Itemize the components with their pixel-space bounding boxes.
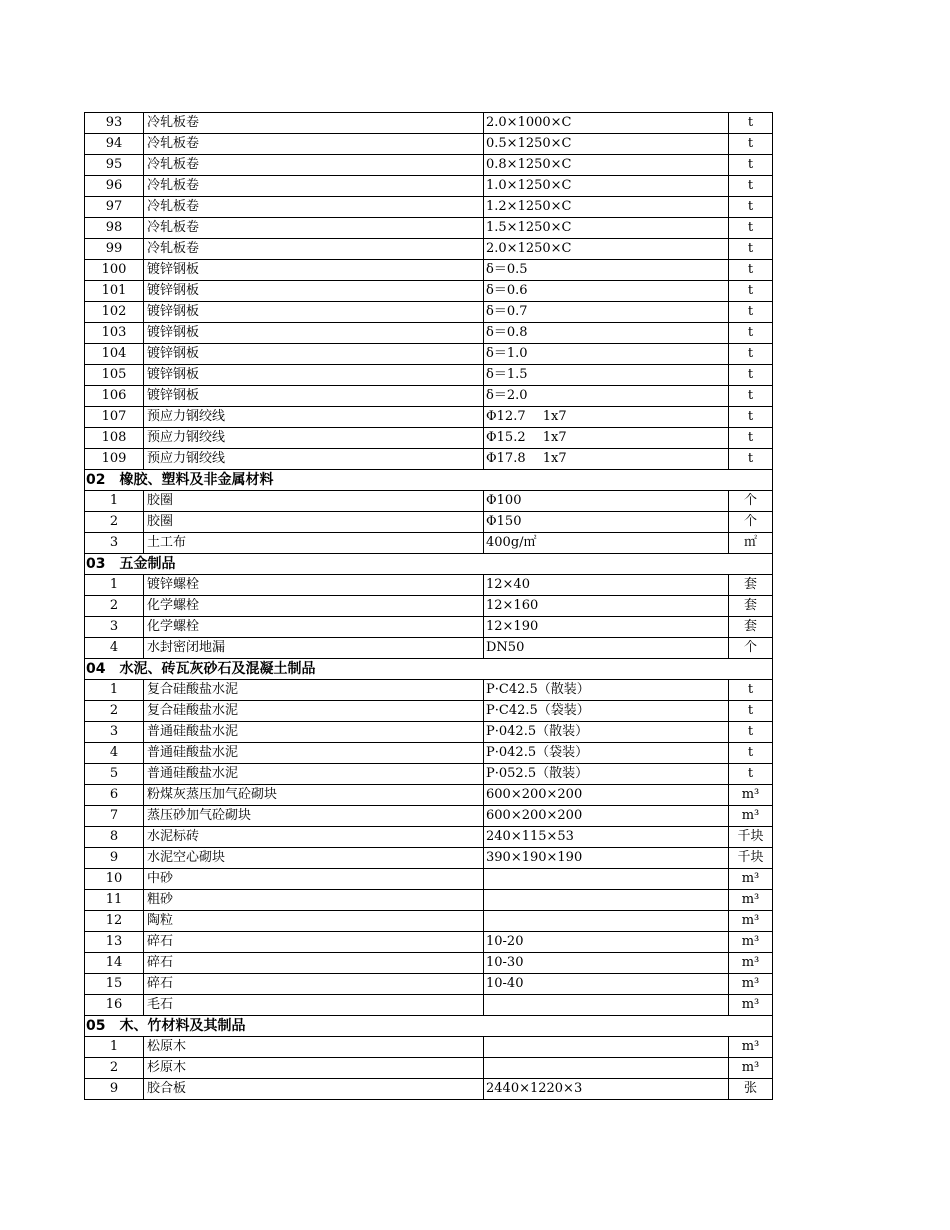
specification-cell: Φ12.7 1x7 <box>484 407 729 428</box>
specification-cell: Φ17.8 1x7 <box>484 449 729 470</box>
row-number-cell: 4 <box>85 743 144 764</box>
row-number-cell: 94 <box>85 134 144 155</box>
specification-cell: 2.0×1250×C <box>484 239 729 260</box>
table-row <box>85 323 773 344</box>
specification-cell: P·052.5（散装） <box>484 764 729 785</box>
specification-cell: P·C42.5（散装） <box>484 680 729 701</box>
row-number-cell: 102 <box>85 302 144 323</box>
section-title: 04 水泥、砖瓦灰砂石及混凝土制品 <box>85 659 773 680</box>
table-row <box>85 428 773 449</box>
row-number-cell: 1 <box>85 1037 144 1058</box>
material-name-cell: 碎石 <box>144 932 484 953</box>
table-row <box>85 911 773 932</box>
table-row <box>85 1037 773 1058</box>
row-number-cell: 104 <box>85 344 144 365</box>
table-row <box>85 953 773 974</box>
table-row <box>85 722 773 743</box>
table-row <box>85 533 773 554</box>
material-name-cell: 冷轧板卷 <box>144 218 484 239</box>
row-number-cell: 99 <box>85 239 144 260</box>
material-name-cell: 粗砂 <box>144 890 484 911</box>
table-row <box>85 995 773 1016</box>
unit-cell: t <box>729 323 773 344</box>
specification-cell <box>484 1037 729 1058</box>
specification-cell: DN50 <box>484 638 729 659</box>
material-name-cell: 普通硅酸盐水泥 <box>144 764 484 785</box>
unit-cell: 套 <box>729 575 773 596</box>
row-number-cell: 1 <box>85 491 144 512</box>
table-row <box>85 890 773 911</box>
specification-cell: 1.2×1250×C <box>484 197 729 218</box>
material-name-cell: 水泥空心砌块 <box>144 848 484 869</box>
material-name-cell: 胶合板 <box>144 1079 484 1100</box>
table-row <box>85 575 773 596</box>
specification-cell <box>484 911 729 932</box>
unit-cell: t <box>729 764 773 785</box>
material-name-cell: 镀锌钢板 <box>144 281 484 302</box>
material-name-cell: 粉煤灰蒸压加气砼砌块 <box>144 785 484 806</box>
material-name-cell: 化学螺栓 <box>144 596 484 617</box>
row-number-cell: 3 <box>85 722 144 743</box>
material-name-cell: 水封密闭地漏 <box>144 638 484 659</box>
table-row <box>85 302 773 323</box>
row-number-cell: 93 <box>85 113 144 134</box>
row-number-cell: 11 <box>85 890 144 911</box>
table-row <box>85 827 773 848</box>
specification-cell: 10-20 <box>484 932 729 953</box>
row-number-cell: 103 <box>85 323 144 344</box>
specification-cell: 12×40 <box>484 575 729 596</box>
section-title: 02 橡胶、塑料及非金属材料 <box>85 470 773 491</box>
unit-cell: t <box>729 344 773 365</box>
table-row <box>85 113 773 134</box>
table-row <box>85 512 773 533</box>
specification-cell: 0.8×1250×C <box>484 155 729 176</box>
material-name-cell: 陶粒 <box>144 911 484 932</box>
unit-cell: m³ <box>729 869 773 890</box>
row-number-cell: 16 <box>85 995 144 1016</box>
row-number-cell: 13 <box>85 932 144 953</box>
unit-cell: t <box>729 134 773 155</box>
unit-cell: 个 <box>729 491 773 512</box>
specification-cell: 390×190×190 <box>484 848 729 869</box>
section-header-row <box>85 659 773 680</box>
material-name-cell: 预应力钢绞线 <box>144 449 484 470</box>
material-name-cell: 冷轧板卷 <box>144 197 484 218</box>
row-number-cell: 2 <box>85 512 144 533</box>
material-name-cell: 土工布 <box>144 533 484 554</box>
row-number-cell: 9 <box>85 848 144 869</box>
specification-cell: 0.5×1250×C <box>484 134 729 155</box>
specification-cell <box>484 995 729 1016</box>
material-name-cell: 冷轧板卷 <box>144 176 484 197</box>
section-header-row <box>85 554 773 575</box>
unit-cell: m³ <box>729 995 773 1016</box>
table-row <box>85 638 773 659</box>
unit-cell: t <box>729 680 773 701</box>
specification-cell <box>484 869 729 890</box>
material-name-cell: 碎石 <box>144 953 484 974</box>
specification-cell: δ＝1.0 <box>484 344 729 365</box>
specification-cell <box>484 1058 729 1079</box>
row-number-cell: 2 <box>85 596 144 617</box>
specification-cell: Φ150 <box>484 512 729 533</box>
specification-cell: 12×190 <box>484 617 729 638</box>
table-row <box>85 365 773 386</box>
specification-cell: 10-30 <box>484 953 729 974</box>
table-row <box>85 176 773 197</box>
specification-cell: 240×115×53 <box>484 827 729 848</box>
unit-cell: t <box>729 722 773 743</box>
material-name-cell: 中砂 <box>144 869 484 890</box>
section-title: 05 木、竹材料及其制品 <box>85 1016 773 1037</box>
unit-cell: ㎡ <box>729 533 773 554</box>
specification-cell: 600×200×200 <box>484 785 729 806</box>
unit-cell: t <box>729 218 773 239</box>
specification-cell: 1.0×1250×C <box>484 176 729 197</box>
material-name-cell: 复合硅酸盐水泥 <box>144 701 484 722</box>
row-number-cell: 6 <box>85 785 144 806</box>
material-name-cell: 镀锌螺栓 <box>144 575 484 596</box>
table-row <box>85 869 773 890</box>
unit-cell: t <box>729 281 773 302</box>
material-name-cell: 预应力钢绞线 <box>144 407 484 428</box>
row-number-cell: 9 <box>85 1079 144 1100</box>
table-row <box>85 491 773 512</box>
table-row <box>85 197 773 218</box>
row-number-cell: 2 <box>85 701 144 722</box>
unit-cell: 千块 <box>729 848 773 869</box>
row-number-cell: 3 <box>85 533 144 554</box>
section-header-row <box>85 1016 773 1037</box>
row-number-cell: 96 <box>85 176 144 197</box>
row-number-cell: 108 <box>85 428 144 449</box>
specification-cell: δ＝0.5 <box>484 260 729 281</box>
row-number-cell: 100 <box>85 260 144 281</box>
row-number-cell: 107 <box>85 407 144 428</box>
table-row <box>85 974 773 995</box>
row-number-cell: 15 <box>85 974 144 995</box>
table-row <box>85 218 773 239</box>
specification-cell: Φ15.2 1x7 <box>484 428 729 449</box>
unit-cell: m³ <box>729 974 773 995</box>
table-row <box>85 344 773 365</box>
unit-cell: m³ <box>729 1058 773 1079</box>
material-name-cell: 镀锌钢板 <box>144 302 484 323</box>
row-number-cell: 109 <box>85 449 144 470</box>
table-row <box>85 239 773 260</box>
unit-cell: m³ <box>729 932 773 953</box>
unit-cell: t <box>729 260 773 281</box>
unit-cell: 个 <box>729 512 773 533</box>
row-number-cell: 105 <box>85 365 144 386</box>
specification-cell: Φ100 <box>484 491 729 512</box>
table-row <box>85 449 773 470</box>
material-name-cell: 冷轧板卷 <box>144 113 484 134</box>
unit-cell: m³ <box>729 953 773 974</box>
table-row <box>85 1079 773 1100</box>
specification-cell: δ＝0.8 <box>484 323 729 344</box>
unit-cell: 张 <box>729 1079 773 1100</box>
material-name-cell: 化学螺栓 <box>144 617 484 638</box>
specification-cell: P·042.5（散装） <box>484 722 729 743</box>
specification-cell: P·C42.5（袋装） <box>484 701 729 722</box>
row-number-cell: 14 <box>85 953 144 974</box>
unit-cell: t <box>729 386 773 407</box>
unit-cell: m³ <box>729 785 773 806</box>
specification-cell: δ＝0.6 <box>484 281 729 302</box>
row-number-cell: 12 <box>85 911 144 932</box>
price-table-body <box>85 113 773 1100</box>
material-name-cell: 冷轧板卷 <box>144 134 484 155</box>
unit-cell: m³ <box>729 911 773 932</box>
material-name-cell: 普通硅酸盐水泥 <box>144 743 484 764</box>
table-row <box>85 932 773 953</box>
unit-cell: m³ <box>729 1037 773 1058</box>
material-name-cell: 镀锌钢板 <box>144 386 484 407</box>
unit-cell: t <box>729 743 773 764</box>
unit-cell: t <box>729 428 773 449</box>
material-name-cell: 松原木 <box>144 1037 484 1058</box>
specification-cell: 10-40 <box>484 974 729 995</box>
material-name-cell: 复合硅酸盐水泥 <box>144 680 484 701</box>
row-number-cell: 101 <box>85 281 144 302</box>
table-row <box>85 407 773 428</box>
row-number-cell: 106 <box>85 386 144 407</box>
unit-cell: 千块 <box>729 827 773 848</box>
material-name-cell: 胶圈 <box>144 491 484 512</box>
material-name-cell: 镀锌钢板 <box>144 260 484 281</box>
material-name-cell: 蒸压砂加气砼砌块 <box>144 806 484 827</box>
specification-cell: δ＝2.0 <box>484 386 729 407</box>
table-row <box>85 701 773 722</box>
table-row <box>85 764 773 785</box>
specification-cell <box>484 890 729 911</box>
material-name-cell: 镀锌钢板 <box>144 365 484 386</box>
material-name-cell: 水泥标砖 <box>144 827 484 848</box>
table-row <box>85 617 773 638</box>
row-number-cell: 7 <box>85 806 144 827</box>
unit-cell: m³ <box>729 806 773 827</box>
row-number-cell: 1 <box>85 575 144 596</box>
specification-cell: δ＝0.7 <box>484 302 729 323</box>
unit-cell: t <box>729 155 773 176</box>
row-number-cell: 10 <box>85 869 144 890</box>
table-row <box>85 281 773 302</box>
unit-cell: t <box>729 239 773 260</box>
table-row <box>85 785 773 806</box>
material-name-cell: 冷轧板卷 <box>144 239 484 260</box>
specification-cell: 12×160 <box>484 596 729 617</box>
table-row <box>85 155 773 176</box>
material-name-cell: 碎石 <box>144 974 484 995</box>
unit-cell: t <box>729 365 773 386</box>
specification-cell: 400g/㎡ <box>484 533 729 554</box>
unit-cell: t <box>729 407 773 428</box>
specification-cell: 1.5×1250×C <box>484 218 729 239</box>
material-name-cell: 毛石 <box>144 995 484 1016</box>
unit-cell: 套 <box>729 617 773 638</box>
row-number-cell: 8 <box>85 827 144 848</box>
row-number-cell: 95 <box>85 155 144 176</box>
specification-cell: δ＝1.5 <box>484 365 729 386</box>
row-number-cell: 3 <box>85 617 144 638</box>
table-row <box>85 260 773 281</box>
material-name-cell: 镀锌钢板 <box>144 323 484 344</box>
row-number-cell: 97 <box>85 197 144 218</box>
material-name-cell: 预应力钢绞线 <box>144 428 484 449</box>
material-name-cell: 胶圈 <box>144 512 484 533</box>
unit-cell: t <box>729 176 773 197</box>
unit-cell: t <box>729 113 773 134</box>
unit-cell: t <box>729 701 773 722</box>
table-row <box>85 743 773 764</box>
price-table <box>84 112 773 1100</box>
table-row <box>85 1058 773 1079</box>
unit-cell: m³ <box>729 890 773 911</box>
material-name-cell: 普通硅酸盐水泥 <box>144 722 484 743</box>
unit-cell: t <box>729 197 773 218</box>
row-number-cell: 98 <box>85 218 144 239</box>
section-title: 03 五金制品 <box>85 554 773 575</box>
row-number-cell: 1 <box>85 680 144 701</box>
unit-cell: t <box>729 449 773 470</box>
specification-cell: 2440×1220×3 <box>484 1079 729 1100</box>
unit-cell: 个 <box>729 638 773 659</box>
table-row <box>85 134 773 155</box>
material-name-cell: 镀锌钢板 <box>144 344 484 365</box>
specification-cell: 600×200×200 <box>484 806 729 827</box>
unit-cell: t <box>729 302 773 323</box>
table-row <box>85 596 773 617</box>
unit-cell: 套 <box>729 596 773 617</box>
row-number-cell: 4 <box>85 638 144 659</box>
specification-cell: P·042.5（袋装） <box>484 743 729 764</box>
row-number-cell: 2 <box>85 1058 144 1079</box>
table-row <box>85 386 773 407</box>
table-row <box>85 806 773 827</box>
section-header-row <box>85 470 773 491</box>
specification-cell: 2.0×1000×C <box>484 113 729 134</box>
table-row <box>85 848 773 869</box>
material-name-cell: 冷轧板卷 <box>144 155 484 176</box>
material-name-cell: 杉原木 <box>144 1058 484 1079</box>
table-row <box>85 680 773 701</box>
row-number-cell: 5 <box>85 764 144 785</box>
